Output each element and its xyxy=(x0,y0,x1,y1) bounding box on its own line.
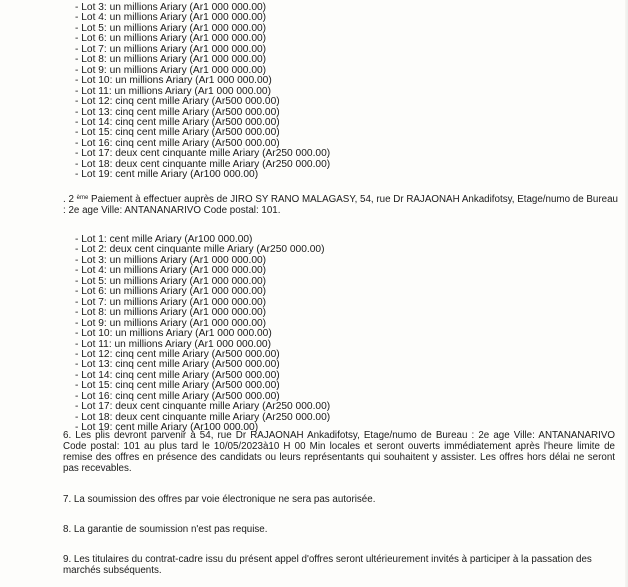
lot-item: - Lot 16: cinq cent mille Ariary (Ar500 000.00) xyxy=(75,390,280,402)
payment-2-text: Paiement à effectuer auprès de JIRO SY RANO MALAGASY, 54, rue Dr RAJAONAH Ankadifotsy, Etage/numo de Bureau : 2e age Ville: ANTANANARIVO Code postal: 101. xyxy=(63,194,618,216)
lot-item: - Lot 2: deux cent cinquante mille Ariary (Ar250 000.00) xyxy=(75,244,325,256)
lot-item: - Lot 13: cinq cent mille Ariary (Ar500 000.00) xyxy=(75,359,280,371)
lot-item: - Lot 6: un millions Ariary (Ar1 000 000.00) xyxy=(75,286,267,298)
paragraph-8: 8. La garantie de soumission n'est pas requise. xyxy=(63,524,268,535)
lot-item: - Lot 7: un millions Ariary (Ar1 000 000.00) xyxy=(75,296,267,308)
lot-item: - Lot 5: un millions Ariary (Ar1 000 000.00) xyxy=(75,22,267,34)
lot-item: - Lot 3: un millions Ariary (Ar1 000 000.00) xyxy=(75,254,267,266)
lot-item: - Lot 19: cent mille Ariary (Ar100 000.00) xyxy=(75,422,259,434)
lot-item: - Lot 15: cinq cent mille Ariary (Ar500 000.00) xyxy=(75,380,280,392)
lot-list-second-payment xyxy=(75,234,331,434)
lot-item: - Lot 11: un millions Ariary (Ar1 000 000.00) xyxy=(75,85,271,97)
lot-item: - Lot 14: cinq cent mille Ariary (Ar500 000.00) xyxy=(75,116,280,128)
paragraph-7: 7. La soumission des offres par voie électronique ne sera pas autorisée. xyxy=(63,494,376,505)
lot-item: - Lot 16: cinq cent mille Ariary (Ar500 000.00) xyxy=(75,137,280,149)
lot-item: - Lot 7: un millions Ariary (Ar1 000 000.00) xyxy=(75,43,267,55)
lot-item: - Lot 8: un millions Ariary (Ar1 000 000.00) xyxy=(75,307,267,319)
lot-item: - Lot 11: un millions Ariary (Ar1 000 000.00) xyxy=(75,338,271,350)
lot-item: - Lot 19: cent mille Ariary (Ar100 000.00) xyxy=(75,169,259,181)
lot-item: - Lot 18: deux cent cinquante mille Ariary (Ar250 000.00) xyxy=(75,411,331,423)
lot-item: - Lot 10: un millions Ariary (Ar1 000 000.00) xyxy=(75,75,272,87)
lot-item: - Lot 12: cinq cent mille Ariary (Ar500 000.00) xyxy=(75,96,280,108)
payment-2-paragraph xyxy=(63,193,623,216)
lot-item: - Lot 4: un millions Ariary (Ar1 000 000.00) xyxy=(75,12,267,24)
lot-item: - Lot 17: deux cent cinquante mille Ariary (Ar250 000.00) xyxy=(75,401,331,413)
lot-item: - Lot 12: cinq cent mille Ariary (Ar500 000.00) xyxy=(75,348,280,360)
lot-item: - Lot 4: un millions Ariary (Ar1 000 000.00) xyxy=(75,265,267,277)
payment-2-prefix: . 2 xyxy=(63,194,74,205)
lot-item: - Lot 13: cinq cent mille Ariary (Ar500 000.00) xyxy=(75,106,280,118)
lot-list-first-payment xyxy=(75,2,331,181)
lot-item: - Lot 14: cinq cent mille Ariary (Ar500 000.00) xyxy=(75,369,280,381)
paragraph-9: 9. Les titulaires du contrat-cadre issu du présent appel d'offres seront ultérieurement invités à participer à la passation des marchés subséquents. xyxy=(63,554,592,576)
lot-item: - Lot 9: un millions Ariary (Ar1 000 000.00) xyxy=(75,317,267,329)
payment-2-superscript: ème xyxy=(76,195,89,201)
lot-item: - Lot 6: un millions Ariary (Ar1 000 000.00) xyxy=(75,33,267,45)
lot-item: - Lot 3: un millions Ariary (Ar1 000 000.00) xyxy=(75,2,267,13)
lot-item: - Lot 9: un millions Ariary (Ar1 000 000.00) xyxy=(75,64,267,76)
lot-item: - Lot 10: un millions Ariary (Ar1 000 000.00) xyxy=(75,328,272,340)
lot-item: - Lot 15: cinq cent mille Ariary (Ar500 000.00) xyxy=(75,127,280,139)
lot-item: - Lot 8: un millions Ariary (Ar1 000 000.00) xyxy=(75,54,267,66)
paragraph-6: 6. Les plis devront parvenir à 54, rue Dr RAJAONAH Ankadifotsy, Etage/numo de Bureau : 2e age Ville: ANTANANARIVO Code postal: 101 au plus tard le 10/05/2023à10 H 00 Min locales et seront ouverts immédiatement après l'heure limite de remise des offres en présence des candidats ou leurs représentants qui souhaitent y assister. Les offres hors délai ne seront pas recevables. xyxy=(63,430,615,474)
lot-item: - Lot 17: deux cent cinquante mille Ariary (Ar250 000.00) xyxy=(75,148,331,160)
lot-item: - Lot 18: deux cent cinquante mille Ariary (Ar250 000.00) xyxy=(75,158,331,170)
lot-item: - Lot 5: un millions Ariary (Ar1 000 000.00) xyxy=(75,275,267,287)
lot-item: - Lot 1: cent mille Ariary (Ar100 000.00) xyxy=(75,234,253,245)
